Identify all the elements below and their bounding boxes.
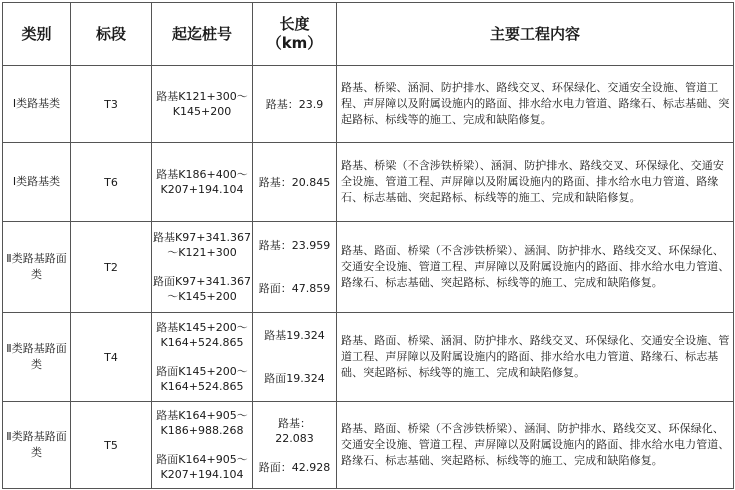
stake-line: 路基K121+300～ [156, 90, 248, 103]
row-stakes [152, 402, 253, 489]
row-category: Ⅰ类路基类 [3, 66, 71, 143]
row-section: T2 [71, 222, 152, 313]
stake-line: 路基K186+400～ [156, 168, 248, 181]
row-stakes [152, 143, 253, 222]
length-line: 路基： [278, 416, 311, 430]
stake-line: ～K145+200 [167, 290, 237, 303]
stake-line: K207+194.104 [160, 183, 244, 196]
stake-line: 路基K145+200～ [156, 321, 248, 334]
stake-line: 路面K145+200～ [156, 365, 248, 378]
length-line: 路面：42.928 [258, 460, 331, 474]
row-stakes [152, 313, 253, 402]
stake-line: K164+524.865 [160, 336, 244, 349]
row-section: T5 [71, 402, 152, 489]
table-row-t6 [3, 143, 734, 222]
length-line: 22.083 [275, 431, 314, 445]
row-content: 路基、路面、桥梁（不含涉铁桥梁）、涵洞、防护排水、路线交叉、环保绿化、交通安全设施、管道工程、声屏障以及附属设施内的路面、排水给水电力管道、路缘石、标志基础、突起路标、标线等的施工、完成和缺陷修复。 [337, 402, 734, 489]
table-row-t3 [3, 66, 734, 143]
stake-line: K164+524.865 [160, 380, 244, 393]
header-content: 主要工程内容 [337, 3, 734, 66]
row-category: Ⅱ类路基路面类 [3, 222, 71, 313]
length-line: 路面：47.859 [258, 282, 331, 295]
length-line: 路面19.324 [264, 372, 325, 385]
row-section: T4 [71, 313, 152, 402]
stake-line: ～K121+300 [167, 246, 237, 259]
header-length-title: 长度 [279, 15, 310, 33]
row-length [253, 143, 337, 222]
row-length [253, 222, 337, 313]
table-row-t2 [3, 222, 734, 313]
stake-line: 路基K97+341.367 [153, 231, 251, 244]
stake-line: K186+988.268 [160, 424, 244, 437]
length-line: 路基19.324 [264, 329, 325, 342]
stake-line: 路面K164+905～ [156, 453, 248, 466]
row-stakes [152, 222, 253, 313]
length-line: 路基：23.9 [265, 97, 324, 111]
row-stakes [152, 66, 253, 143]
length-line: 路基：20.845 [258, 175, 331, 189]
table-row-t4 [3, 313, 734, 402]
stake-line: K145+200 [172, 105, 232, 118]
row-length [253, 66, 337, 143]
row-content: 路基、桥梁、涵洞、防护排水、路线交叉、环保绿化、交通安全设施、管道工程、声屏障以及附属设施内的路面、排水给水电力管道、路缘石、标志基础、突起路标、标线等的施工、完成和缺陷修复。 [337, 66, 734, 143]
table-header-row [3, 3, 734, 66]
row-content: 路基、路面、桥梁、涵洞、防护排水、路线交叉、环保绿化、交通安全设施、管道工程、声屏障以及附属设施内的路面、排水给水电力管道、路缘石、标志基础、突起路标、标线等的施工、完成和缺陷修复。 [337, 313, 734, 402]
row-section: T3 [71, 66, 152, 143]
row-category: Ⅱ类路基路面类 [3, 313, 71, 402]
table-row-t5 [3, 402, 734, 489]
header-length-unit: （km） [266, 34, 323, 52]
row-content: 路基、路面、桥梁（不含涉铁桥梁）、涵洞、防护排水、路线交叉、环保绿化、交通安全设施、管道工程、声屏障以及附属设施内的路面、排水给水电力管道、路缘石、标志基础、突起路标、标线等的施工、完成和缺陷修复。 [337, 222, 734, 313]
row-category: Ⅱ类路基路面类 [3, 402, 71, 489]
stake-line: 路基K164+905～ [156, 409, 248, 422]
stake-line: 路面K97+341.367 [153, 275, 251, 288]
stake-line: K207+194.104 [160, 468, 244, 481]
row-length [253, 402, 337, 489]
header-stake-range: 起迄桩号 [152, 3, 253, 66]
project-table [2, 2, 734, 489]
row-content: 路基、桥梁（不含涉铁桥梁）、涵洞、防护排水、路线交叉、环保绿化、交通安全设施、管道工程、声屏障以及附属设施内的路面、排水给水电力管道、路缘石、标志基础、突起路标、标线等的施工、完成和缺陷修复。 [337, 143, 734, 222]
row-length [253, 313, 337, 402]
length-line: 路基：23.959 [258, 239, 331, 252]
header-category: 类别 [3, 3, 71, 66]
header-section: 标段 [71, 3, 152, 66]
header-length [253, 3, 337, 66]
row-section: T6 [71, 143, 152, 222]
row-category: Ⅰ类路基类 [3, 143, 71, 222]
